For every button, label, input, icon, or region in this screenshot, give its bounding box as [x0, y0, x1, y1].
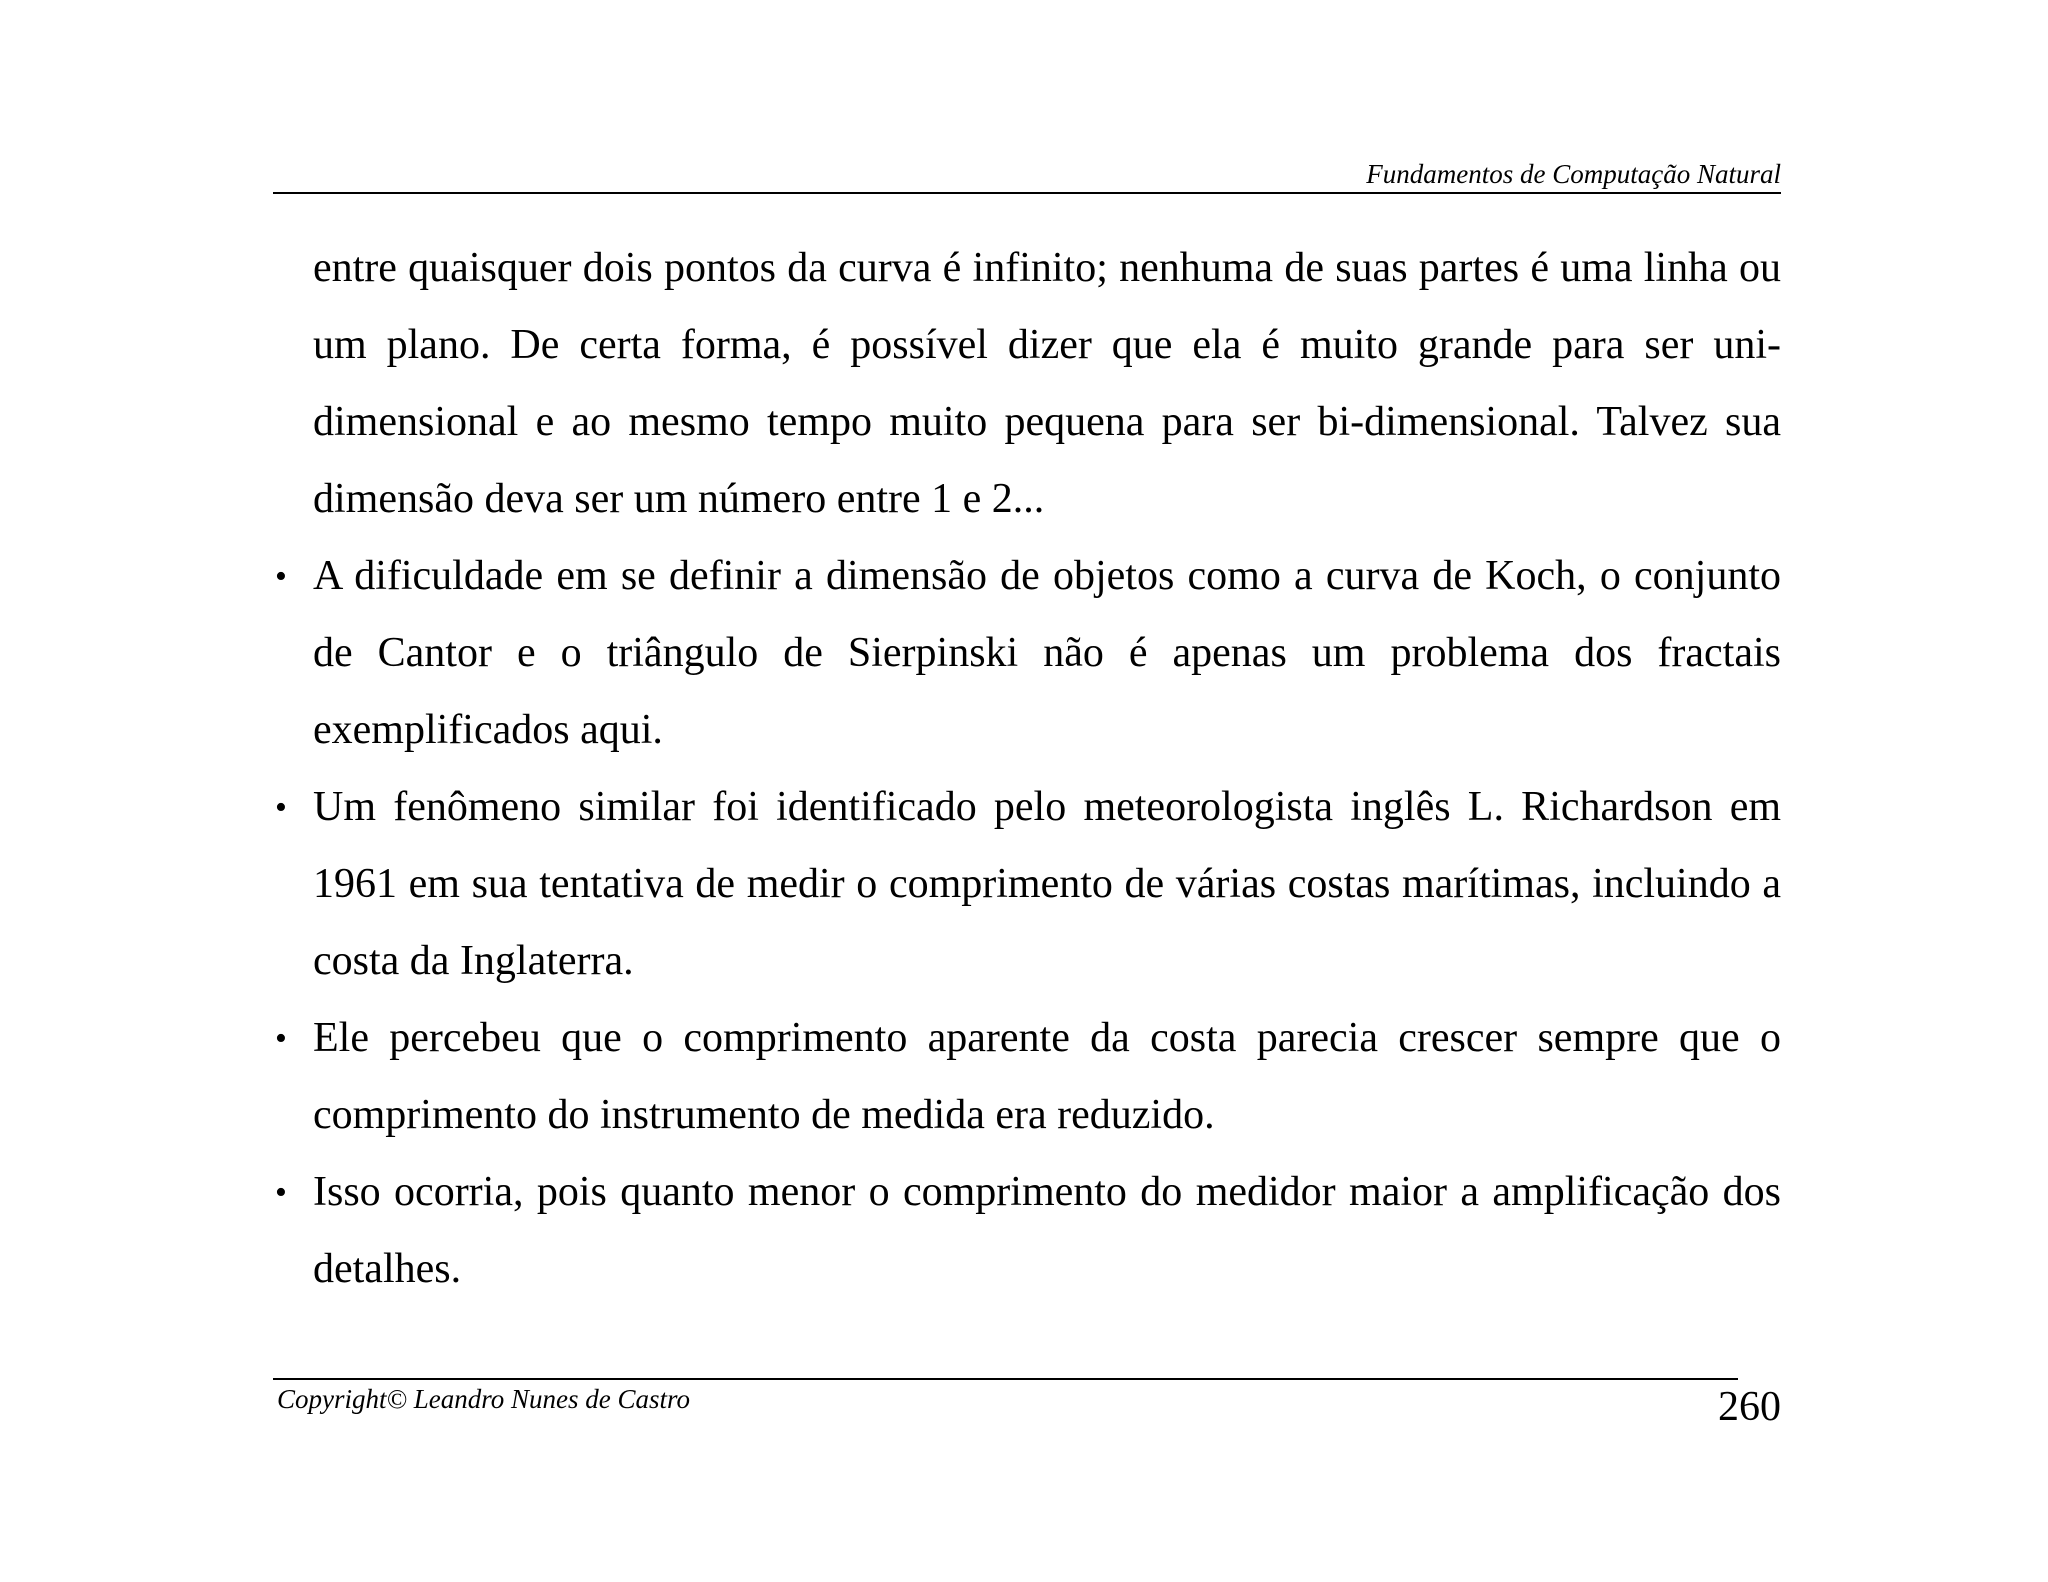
footer-rule: [273, 1378, 1738, 1380]
bullet-icon: •: [275, 789, 287, 826]
bullet-item: [273, 538, 1781, 769]
continuation-paragraph: entre quaisquer dois pontos da curva é infinito; nenhuma de suas partes é uma linha ou um plano. De certa forma, é possível dizer que ela é muito grande para ser uni-dimensional e ao mesmo tempo muito pequena para ser bi-dimensional. Talvez sua dimensão deva ser um número entre 1 e 2...: [313, 245, 1781, 522]
bullet-text: Um fenômeno similar foi identificado pelo meteorologista inglês L. Richardson em 1961 em sua tentativa de medir o comprimento de várias costas marítimas, incluindo a costa da Inglaterra.: [313, 784, 1781, 984]
page-footer: [273, 1378, 1781, 1438]
bullet-item: [273, 769, 1781, 1000]
bullet-text: Ele percebeu que o comprimento aparente da costa parecia crescer sempre que o comprimento do instrumento de medida era reduzido.: [313, 1015, 1781, 1138]
bullet-icon: •: [275, 558, 287, 595]
page-number: 260: [1718, 1384, 1781, 1430]
bullet-text: A dificuldade em se definir a dimensão de objetos como a curva de Koch, o conjunto de Cantor e o triângulo de Sierpinski não é apenas um problema dos fractais exemplificados aqui.: [313, 553, 1781, 753]
page-body: [273, 230, 1781, 1308]
bullet-item: [273, 1154, 1781, 1308]
copyright-notice: Copyright© Leandro Nunes de Castro: [277, 1384, 691, 1414]
bullet-item: [273, 1000, 1781, 1154]
bullet-icon: •: [275, 1174, 287, 1211]
bullet-icon: •: [275, 1020, 287, 1057]
bullet-text: Isso ocorria, pois quanto menor o comprimento do medidor maior a amplificação dos detalhes.: [313, 1169, 1781, 1292]
header-title: Fundamentos de Computação Natural: [1366, 159, 1781, 189]
running-header: [273, 150, 1781, 194]
